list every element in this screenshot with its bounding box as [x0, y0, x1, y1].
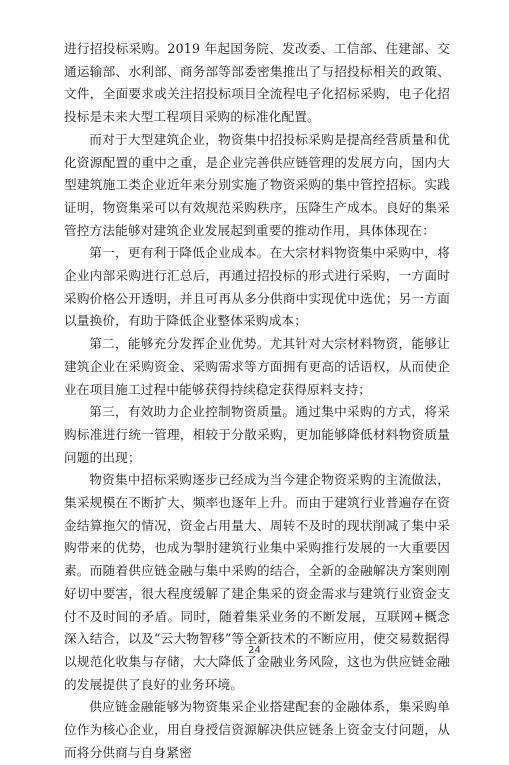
paragraph-2: 而对于大型建筑企业，物资集中招投标采购是提高经营质量和优化资源配置的重中之重，是企业完善供应链管理的发展方向，国内大型建筑施工类企业近年来分别实施了物资采购的集中管控招标。实践证明，物资集采可以有效规范采购秩序，压降生产成本。良好的集采管控方法能够对建筑企业发展起到重要的推动作用，具体体现在： — [64, 131, 450, 238]
paragraph-1: 进行招投标采购。2019 年起国务院、发改委、工信部、住建部、交通运输部、水利部、商务部等部委密集推出了与招投标相关的政策、文件，全面要求或关注招投标项目全流程电子化招标采购，电子化招投标是未来大型工程项目采购的标准化配置。 — [64, 41, 450, 125]
paragraph-7: 供应链金融能够为物资集采企业搭建配套的金融体系，集采购单位作为核心企业，用自身授信资源解决供应链条上资金支付问题，从而将分供商与自身紧密 — [64, 699, 450, 760]
paragraph-4: 第二，能够充分发挥企业优势。尤其针对大宗材料物资，能够让建筑企业在采购资金、采购需求等方面拥有更高的话语权，从而使企业在项目施工过程中能够获得持续稳定获得原料支持； — [64, 336, 450, 397]
paragraph-3: 第一，更有利于降低企业成本。在大宗材料物资集中采购中，将企业内部采购进行汇总后，再通过招投标的形式进行采购，一方面时采购价格公开透明，并且可再从多分供商中实现优中选优；另一方面以量换价，有助于降低企业整体采购成本； — [64, 245, 450, 329]
paragraph-6: 物资集中招标采购逐步已经成为当今建企物资采购的主流做法，集采规模在不断扩大、频率也逐年上升。而由于建筑行业普遍存在资金结算拖欠的情况，资金占用量大、周转不及时的现状削减了集中采购带来的优势，也成为掣肘建筑行业集中采购推行发展的一大重要因素。而随着供应链金融与集中采购的结合，全新的金融解决方案则刚好切中要害，很大程度缓解了建企集采的资金需求与建筑行业资金支付不及时间的矛盾。同时，随着集采业务的不断发展，互联网+概念深入结合，以及“云大物智移”等全新技术的不断应用，使交易数据得以规范化收集与存储，大大降低了金融业务风险，这也为供应链金融的发展提供了良好的业务环境。 — [64, 472, 450, 692]
page-number: 24 — [248, 645, 261, 656]
paragraph-5: 第三，有效助力企业控制物资质量。通过集中采购的方式，将采购标准进行统一管理，相较于分散采购，更加能够降低材料物资质量问题的出现； — [64, 404, 450, 465]
